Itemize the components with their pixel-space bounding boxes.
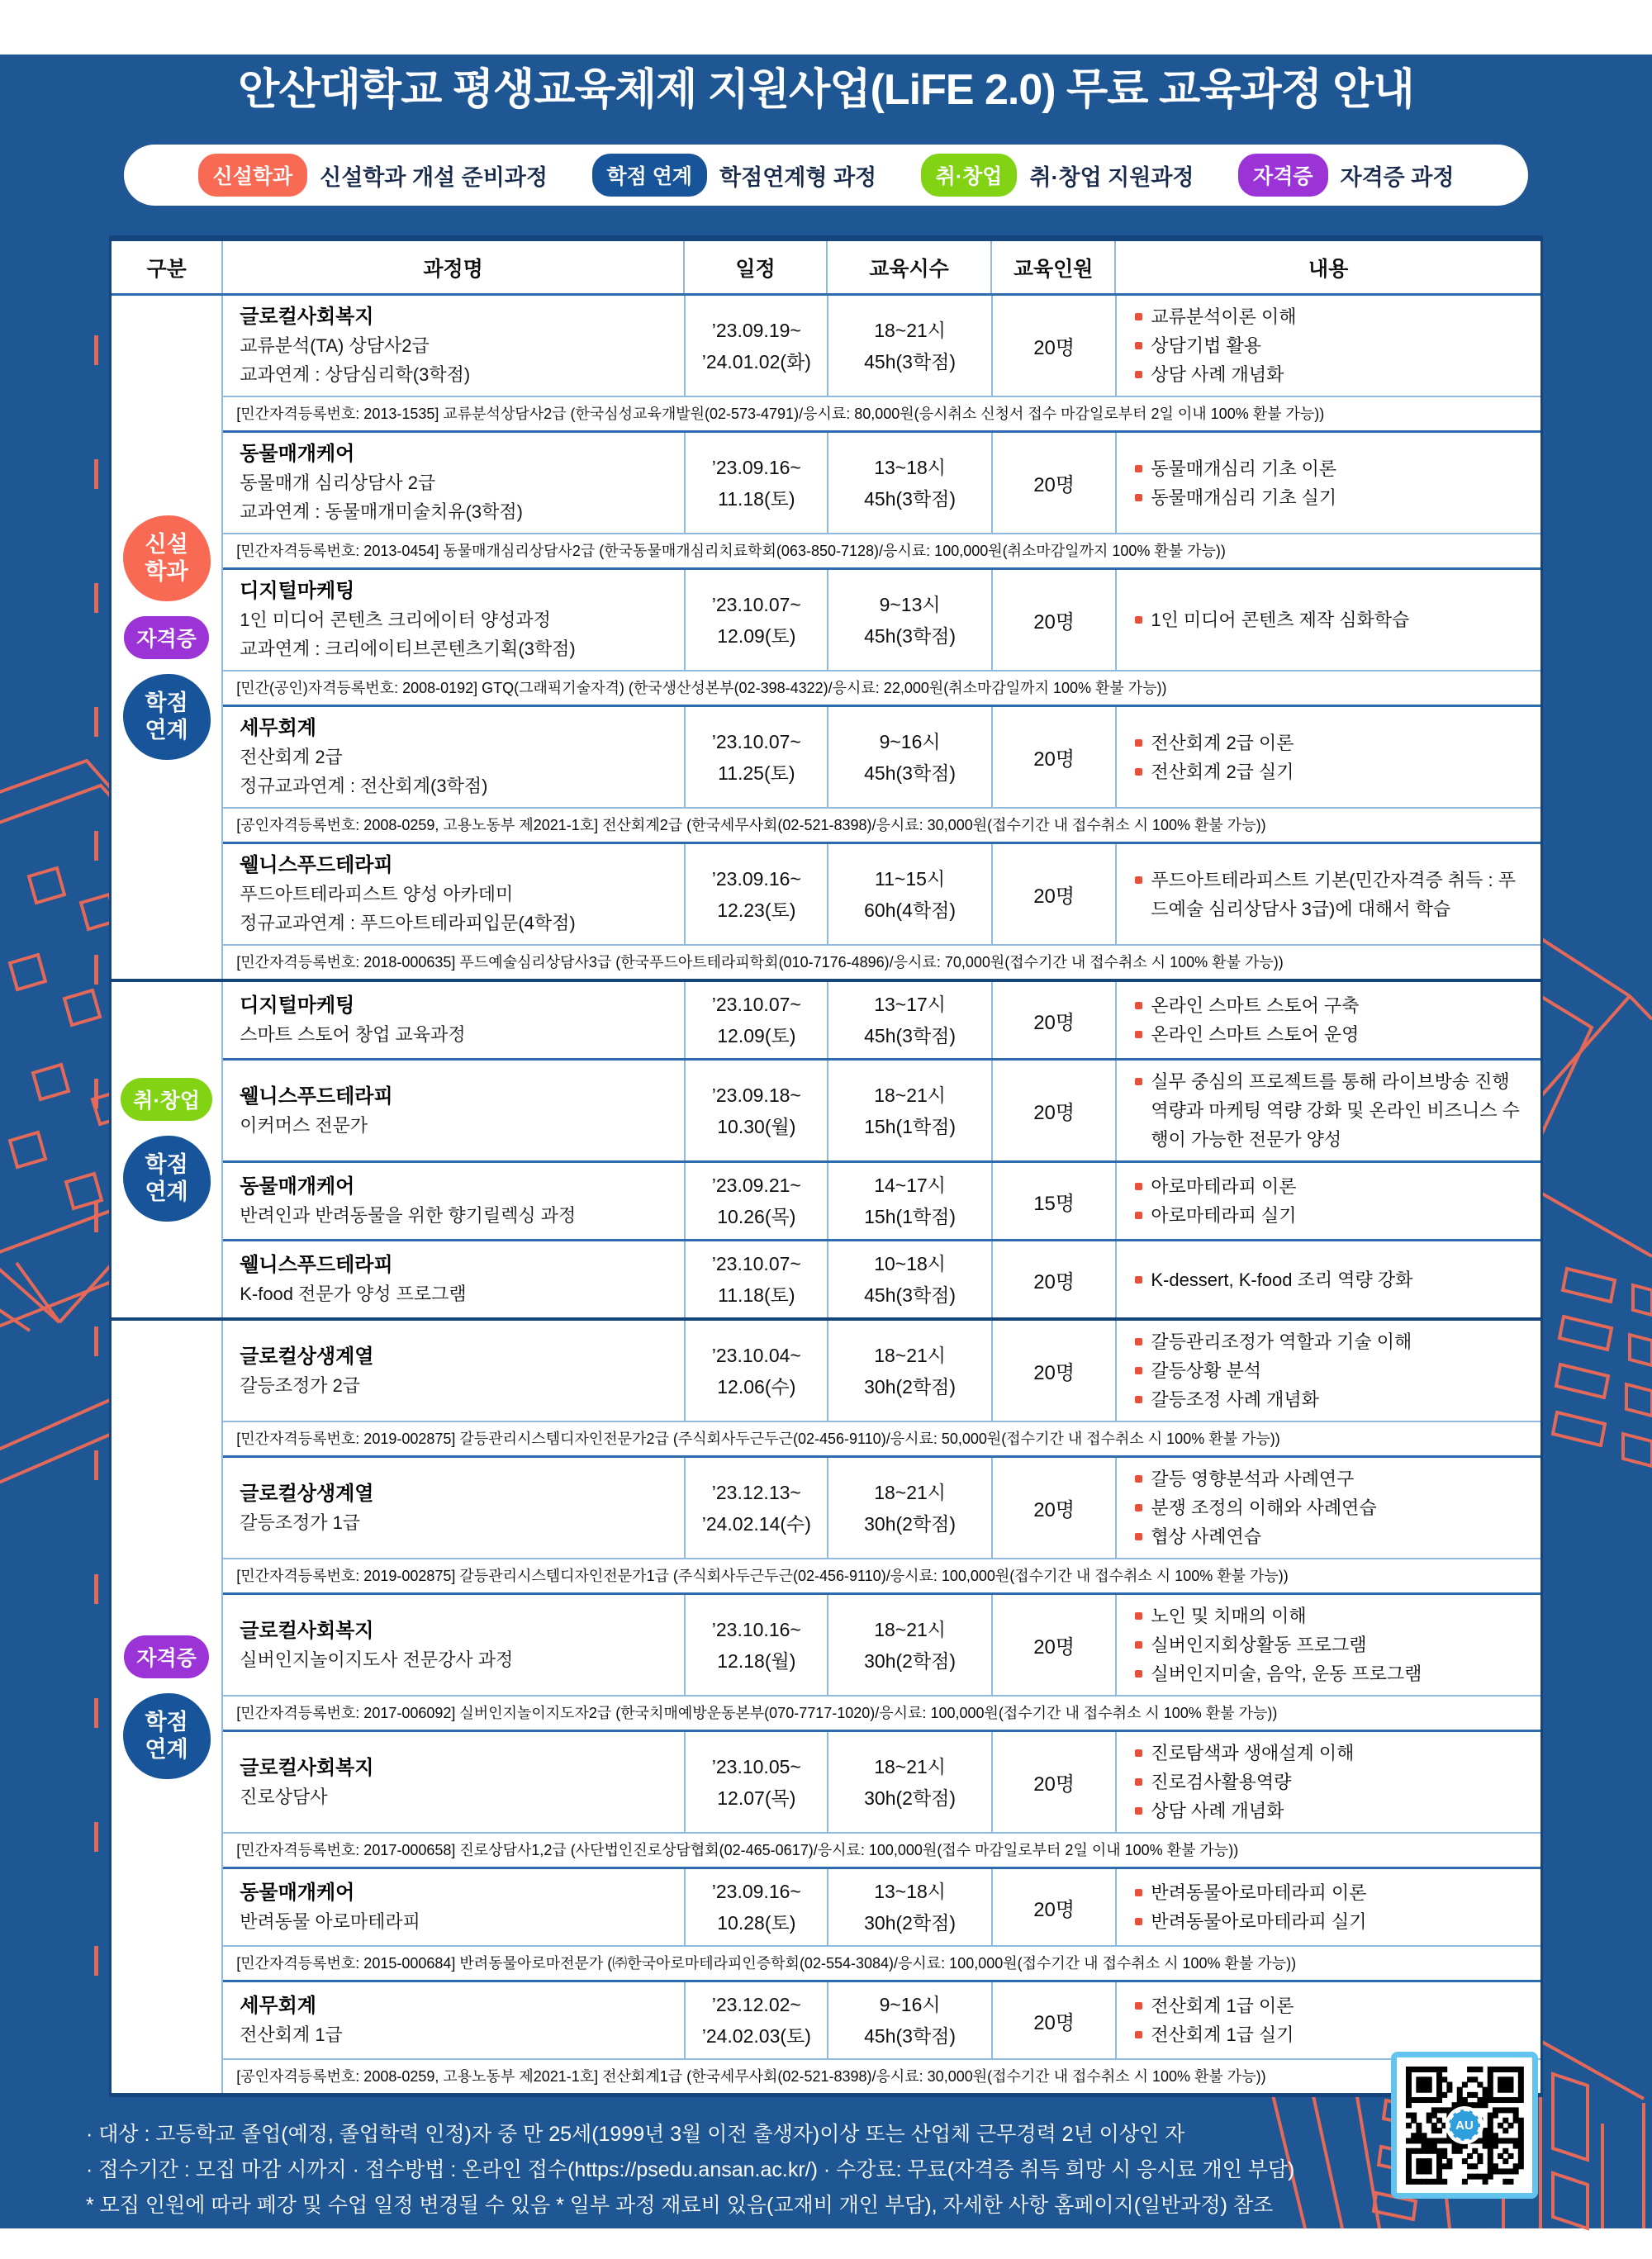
capacity-cell: 15명: [991, 1163, 1115, 1239]
schedule-cell: ’23.12.02~ ’24.02.03(토): [684, 1982, 827, 2058]
content-bullet: 온라인 스마트 스토어 구축: [1135, 991, 1359, 1020]
bullet-dot: [1135, 1276, 1142, 1284]
content-bullet: 반려동물아로마테라피 이론: [1135, 1878, 1366, 1907]
course-title: 웰니스푸드테라피: [240, 1084, 393, 1108]
certification-note-row: [민간자격등록번호: 2013-1535] 교류분석상담사2급 (한국심성교육개발원(02-573-4791)/응시료: 80,000원(응시취소 신청서 접수 마감일로부터 2일 이내 100% 환불 가능)): [223, 396, 1540, 430]
course-row: [223, 1058, 1540, 1160]
certification-note-row: [공인자격등록번호: 2008-0259, 고용노동부 제2021-1호] 전산회계1급 (한국세무사회(02-521-8398)/응시료: 30,000원(접수기간 내 접수취소 시 100% 환불 가능)): [223, 2058, 1540, 2093]
course-title: 웰니스푸드테라피: [240, 1254, 393, 1276]
legend-label: 신설학과 개설 준비과정: [320, 164, 548, 190]
category-badge: 자격증: [124, 616, 208, 659]
legend-item: [592, 154, 877, 197]
certification-note-row: [민간자격등록번호: 2017-000658] 진로상담사1,2급 (사단법인진로상담협회(02-465-0617)/응시료: 100,000원(접수 마감일로부터 2일 이내 100% 환불 가능)): [223, 1832, 1540, 1867]
bullet-dot: [1135, 739, 1142, 747]
legend-badge: 취·창업: [921, 154, 1018, 197]
content-cell: [1115, 1163, 1540, 1239]
schedule-cell: ’23.09.16~ 10.28(토): [684, 1869, 827, 1945]
content-cell: [1115, 570, 1540, 670]
content-bullet: 진로탐색과 생애설계 이해: [1135, 1739, 1354, 1768]
course-name-cell: [223, 1982, 684, 2058]
footer-line: · 과정문의 : 안산대학교 평생교육원 031)400-7094~6 / 경기도 안산시 상록구 안산대학로 155 안산대학교 [지하철 4호선 상록수(안산대학교)역]: [86, 2229, 1351, 2252]
column-header: 내용: [1114, 241, 1540, 293]
course-name-cell: [223, 1869, 684, 1945]
qr-code: [1391, 2052, 1538, 2199]
course-title: 글로컬사회복지: [240, 306, 374, 328]
legend-label: 학점연계형 과정: [719, 164, 877, 190]
content-cell: [1115, 1595, 1540, 1695]
course-subtitle: 반려인과 반려동물을 위한 향기릴렉싱 과정: [240, 1205, 577, 1226]
bullet-dot: [1135, 1078, 1142, 1085]
schedule-cell: ’23.10.07~ 12.09(토): [684, 570, 827, 670]
capacity-cell: 20명: [991, 433, 1115, 533]
content-bullet: 전산회계 2급 실기: [1135, 757, 1294, 786]
course-name-cell: [223, 1321, 684, 1421]
footer-info: [86, 2117, 1351, 2259]
table-section: [112, 979, 1540, 1317]
capacity-cell: 20명: [991, 1595, 1115, 1695]
gubun-cell: [112, 982, 221, 1317]
capacity-cell: 20명: [991, 844, 1115, 944]
schedule-cell: ’23.12.13~ ’24.02.14(수): [684, 1458, 827, 1558]
course-subtitle: 교과연계 : 상담심리학(3학점): [240, 364, 471, 385]
bullet-dot: [1135, 1338, 1142, 1345]
bullet-dot: [1135, 1504, 1142, 1512]
certification-note-row: [공인자격등록번호: 2008-0259, 고용노동부 제2021-1호] 전산회계2급 (한국세무사회(02-521-8398)/응시료: 30,000원(접수기간 내 접수취소 시 100% 환불 가능)): [223, 807, 1540, 842]
legend-item: [198, 154, 548, 197]
content-bullet: 온라인 스마트 스토어 운영: [1135, 1020, 1359, 1049]
course-subtitle: 1인 미디어 콘텐츠 크리에이터 양성과정: [240, 610, 551, 630]
content-cell: [1115, 296, 1540, 396]
content-cell: [1115, 433, 1540, 533]
bullet-dot: [1135, 342, 1142, 349]
schedule-cell: ’23.09.19~ ’24.01.02(화): [684, 296, 827, 396]
certification-note-row: [민간(공인)자격등록번호: 2008-0192] GTQ(그래픽기술자격) (한국생산성본부(02-398-4322)/응시료: 22,000원(취소마감일까지 100% 환불 가능)): [223, 670, 1540, 705]
category-badge: 학점 연계: [123, 1136, 211, 1222]
content-bullet: 전산회계 1급 이론: [1135, 1991, 1294, 2020]
bullet-dot: [1135, 876, 1142, 884]
legend-badge: 학점 연계: [592, 154, 708, 197]
content-bullet: 갈등관리조정가 역할과 기술 이해: [1135, 1327, 1412, 1356]
hours-cell: 13~18시 30h(2학점): [827, 1869, 991, 1945]
category-badge: 신설 학과: [123, 515, 211, 601]
content-bullet: 갈등조정 사례 개념화: [1135, 1385, 1319, 1414]
content-cell: [1115, 1458, 1540, 1558]
schedule-cell: ’23.09.16~ 11.18(토): [684, 433, 827, 533]
course-name-cell: [223, 1595, 684, 1695]
hours-cell: 9~16시 45h(3학점): [827, 1982, 991, 2058]
building-artwork-left: [0, 752, 117, 1521]
bullet-dot: [1135, 1396, 1142, 1403]
content-bullet: 상담 사례 개념화: [1135, 360, 1284, 389]
schedule-cell: ’23.10.04~ 12.06(수): [684, 1321, 827, 1421]
content-bullet: 실버인지회상활동 프로그램: [1135, 1630, 1366, 1659]
legend-bar: [124, 145, 1528, 206]
content-bullet: 실버인지미술, 음악, 운동 프로그램: [1135, 1659, 1422, 1688]
course-row: [223, 842, 1540, 944]
schedule-cell: ’23.09.16~ 12.23(토): [684, 844, 827, 944]
course-table: [109, 235, 1543, 2097]
schedule-cell: ’23.10.16~ 12.18(월): [684, 1595, 827, 1695]
hours-cell: 13~18시 45h(3학점): [827, 433, 991, 533]
course-name-cell: [223, 707, 684, 807]
hours-cell: 18~21시 30h(2학점): [827, 1321, 991, 1421]
bullet-dot: [1135, 371, 1142, 378]
hours-cell: 10~18시 45h(3학점): [827, 1241, 991, 1317]
content-bullet: 반려동물아로마테라피 실기: [1135, 1907, 1366, 1936]
footer-line: * 모집 인원에 따라 폐강 및 수업 일정 변경될 수 있음 * 일부 과정 재료비 있음(교재비 개인 부담), 자세한 사항 홈페이지(일반과정) 참조: [86, 2194, 1274, 2217]
course-row: [223, 1321, 1540, 1421]
content-bullet: 상담 사례 개념화: [1135, 1796, 1284, 1825]
footer-line: · 접수기간 : 모집 마감 시까지 · 접수방법 : 온라인 접수(https://psedu.ansan.ac.kr/) · 수강료: 무료(자격증 취득 희망 시 응시료 개인 부담): [86, 2158, 1295, 2181]
bullet-dot: [1135, 313, 1142, 320]
category-badge: 취·창업: [121, 1078, 212, 1121]
content-bullet: 1인 미디어 콘텐츠 제작 심화학습: [1135, 605, 1409, 634]
content-bullet: 아로마테라피 이론: [1135, 1172, 1296, 1201]
bullet-dot: [1135, 494, 1142, 501]
course-title: 웰니스푸드테라피: [240, 854, 393, 876]
table-section: [112, 1317, 1540, 2093]
content-cell: [1115, 1982, 1540, 2058]
course-subtitle: 갈등조정가 2급: [240, 1374, 361, 1396]
gubun-cell: [112, 1321, 221, 2093]
capacity-cell: 20명: [991, 570, 1115, 670]
hours-cell: 13~17시 45h(3학점): [827, 982, 991, 1058]
bullet-dot: [1135, 465, 1142, 472]
certification-note-row: [민간자격등록번호: 2015-000684] 반려동물아로마전문가 (㈜한국아로마테라피인증학회(02-554-3084)/응시료: 100,000원(접수기간 내 접수취소 시 100% 환불 가능)): [223, 1945, 1540, 1980]
course-row: [223, 567, 1540, 670]
bullet-dot: [1135, 1367, 1142, 1374]
content-bullet: 실무 중심의 프로젝트를 통해 라이브방송 진행 역량과 마케팅 역량 강화 및 온라인 비즈니스 수행이 가능한 전문가 양성: [1135, 1067, 1532, 1154]
content-bullet: 동물매개심리 기초 이론: [1135, 454, 1336, 483]
course-name-cell: [223, 570, 684, 670]
hours-cell: 9~13시 45h(3학점): [827, 570, 991, 670]
page-title: 안산대학교 평생교육체제 지원사업(LiFE 2.0) 무료 교육과정 안내: [238, 66, 1414, 114]
bullet-dot: [1135, 1749, 1142, 1757]
course-subtitle: 푸드아트테라피스트 양성 아카데미: [240, 884, 514, 904]
content-cell: [1115, 1732, 1540, 1832]
course-name-cell: [223, 1732, 684, 1832]
content-bullet: 분쟁 조정의 이해와 사례연습: [1135, 1493, 1376, 1522]
course-title: 글로컬상생계열: [240, 1345, 374, 1368]
course-row: [223, 1592, 1540, 1695]
capacity-cell: 20명: [991, 982, 1115, 1058]
poster-root: [0, 55, 1652, 2252]
legend-badge: 신설학과: [198, 154, 308, 197]
schedule-cell: ’23.10.07~ 11.18(토): [684, 1241, 827, 1317]
column-header: 교육시수: [826, 241, 990, 293]
bullet-dot: [1135, 1002, 1142, 1009]
gubun-cell: [112, 296, 221, 979]
course-subtitle: K-food 전문가 양성 프로그램: [240, 1284, 467, 1304]
course-subtitle: 교과연계 : 동물매개미술치유(3학점): [240, 501, 523, 522]
hours-cell: 18~21시 30h(2학점): [827, 1732, 991, 1832]
content-cell: [1115, 1241, 1540, 1317]
course-title: 글로컬사회복지: [240, 1619, 374, 1642]
content-bullet: 갈등 영향분석과 사례연구: [1135, 1464, 1354, 1493]
schedule-cell: ’23.10.07~ 12.09(토): [684, 982, 827, 1058]
schedule-cell: ’23.10.05~ 12.07(목): [684, 1732, 827, 1832]
bullet-dot: [1135, 2031, 1142, 2038]
course-title: 디지털마케팅: [240, 580, 355, 602]
course-name-cell: [223, 1061, 684, 1160]
hours-cell: 14~17시 15h(1학점): [827, 1163, 991, 1239]
hours-cell: 11~15시 60h(4학점): [827, 844, 991, 944]
capacity-cell: 20명: [991, 1321, 1115, 1421]
course-row: [223, 1239, 1540, 1317]
bullet-dot: [1135, 1641, 1142, 1649]
content-bullet: 전산회계 2급 이론: [1135, 728, 1294, 757]
course-title: 세무회계: [240, 1995, 316, 2017]
certification-note-row: [민간자격등록번호: 2019-002875] 갈등관리시스템디자인전문가1급 (주식회사두근두근(02-456-9110)/응시료: 100,000원(접수기간 내 접수취소 시 100% 환불 가능)): [223, 1558, 1540, 1592]
course-subtitle: 진로상담사: [240, 1786, 328, 1807]
course-name-cell: [223, 1163, 684, 1239]
section-rows: [221, 1321, 1540, 2093]
capacity-cell: 20명: [991, 1732, 1115, 1832]
building-artwork-right: [1540, 839, 1652, 1475]
bullet-dot: [1135, 1889, 1142, 1896]
bullet-dot: [1135, 1183, 1142, 1190]
course-subtitle: 갈등조정가 1급: [240, 1512, 361, 1533]
course-row: [223, 430, 1540, 533]
legend-item: [1238, 154, 1454, 197]
course-subtitle: 정규교과연계 : 전산회계(3학점): [240, 776, 488, 796]
content-bullet: 협상 사례연습: [1135, 1522, 1261, 1551]
content-cell: [1115, 1869, 1540, 1945]
course-name-cell: [223, 433, 684, 533]
certification-note-row: [민간자격등록번호: 2019-002875] 갈등관리시스템디자인전문가2급 (주식회사두근두근(02-456-9110)/응시료: 50,000원(접수기간 내 접수취소 시 100% 환불 가능)): [223, 1421, 1540, 1455]
dashed-line-decoration: [94, 335, 98, 2062]
table-header-row: [112, 241, 1540, 296]
bullet-dot: [1135, 1475, 1142, 1483]
capacity-cell: 20명: [991, 296, 1115, 396]
course-title: 동물매개케어: [240, 1882, 355, 1904]
course-subtitle: 정규교과연계 : 푸드아트테라피입문(4학점): [240, 913, 576, 933]
certification-note-row: [민간자격등록번호: 2017-006092] 실버인지놀이지도자2급 (한국치매예방운동본부(070-7717-1020)/응시료: 100,000원(접수기간 내 접수취소 시 100% 환불 가능)): [223, 1695, 1540, 1730]
content-bullet: 교류분석이론 이해: [1135, 302, 1296, 331]
course-row: [223, 1730, 1540, 1832]
section-rows: [221, 296, 1540, 979]
bullet-dot: [1135, 1031, 1142, 1038]
course-subtitle: 실버인지놀이지도사 전문강사 과정: [240, 1649, 514, 1670]
hours-cell: 18~21시 30h(2학점): [827, 1595, 991, 1695]
capacity-cell: 20명: [991, 1241, 1115, 1317]
course-subtitle: 스마트 스토어 창업 교육과정: [240, 1024, 466, 1045]
qr-center-logo: [1446, 2106, 1483, 2144]
course-subtitle: 이커머스 전문가: [240, 1114, 368, 1136]
bullet-dot: [1135, 616, 1142, 624]
hours-cell: 18~21시 15h(1학점): [827, 1061, 991, 1160]
bullet-dot: [1135, 1533, 1142, 1540]
content-bullet: 상담기법 활용: [1135, 331, 1261, 360]
course-name-cell: [223, 982, 684, 1058]
capacity-cell: 20명: [991, 1869, 1115, 1945]
capacity-cell: 20명: [991, 707, 1115, 807]
course-title: 세무회계: [240, 717, 316, 739]
schedule-cell: ’23.10.07~ 11.25(토): [684, 707, 827, 807]
capacity-cell: 20명: [991, 1061, 1115, 1160]
certification-note-row: [민간자격등록번호: 2013-0454] 동물매개심리상담사2급 (한국동물매개심리치료학회(063-850-7128)/응시료: 100,000원(취소마감일까지 100% 환불 가능)): [223, 533, 1540, 567]
schedule-cell: ’23.09.21~ 10.26(목): [684, 1163, 827, 1239]
course-subtitle: 교류분석(TA) 상담사2급: [240, 335, 430, 356]
course-title: 글로컬사회복지: [240, 1756, 374, 1779]
column-header: 과정명: [221, 241, 683, 293]
hours-cell: 18~21시 45h(3학점): [827, 296, 991, 396]
content-cell: [1115, 1061, 1540, 1160]
bullet-dot: [1135, 768, 1142, 776]
content-cell: [1115, 844, 1540, 944]
capacity-cell: 20명: [991, 1458, 1115, 1558]
course-row: [223, 705, 1540, 807]
content-bullet: 노인 및 치매의 이해: [1135, 1602, 1306, 1630]
content-bullet: 진로검사활용역량: [1135, 1768, 1291, 1796]
legend-label: 자격증 과정: [1340, 164, 1455, 190]
content-bullet: 갈등상황 분석: [1135, 1356, 1261, 1385]
schedule-cell: ’23.09.18~ 10.30(월): [684, 1061, 827, 1160]
course-row: [223, 1980, 1540, 2058]
capacity-cell: 20명: [991, 1982, 1115, 2058]
course-row: [223, 1160, 1540, 1239]
footer-line: · 대상 : 고등학교 졸업(예정, 졸업학력 인정)자 중 만 25세(1999년 3월 이전 출생자)이상 또는 산업체 근무경력 2년 이상인 자: [86, 2123, 1185, 2146]
course-title: 동물매개케어: [240, 1175, 355, 1198]
hours-cell: 9~16시 45h(3학점): [827, 707, 991, 807]
column-header: 일정: [683, 241, 826, 293]
content-bullet: 푸드아트테라피스트 기본(민간자격증 취득 : 푸드예술 심리상담사 3급)에 대해서 학습: [1135, 866, 1532, 923]
course-title: 글로컬상생계열: [240, 1482, 374, 1505]
legend-item: [921, 154, 1194, 197]
course-subtitle: 반려동물 아로마테라피: [240, 1911, 420, 1932]
course-row: [223, 296, 1540, 396]
course-subtitle: 동물매개 심리상담사 2급: [240, 472, 436, 493]
column-header: 교육인원: [990, 241, 1115, 293]
course-subtitle: 전산회계 2급: [240, 747, 343, 767]
legend-label: 취·창업 지원과정: [1029, 164, 1194, 190]
bullet-dot: [1135, 1807, 1142, 1815]
content-bullet: 전산회계 1급 실기: [1135, 2020, 1294, 2049]
qr-logo-text: AU: [1449, 2110, 1480, 2141]
course-name-cell: [223, 1458, 684, 1558]
course-title: 디지털마케팅: [240, 994, 355, 1017]
bullet-dot: [1135, 1670, 1142, 1678]
section-rows: [221, 982, 1540, 1317]
hours-cell: 18~21시 30h(2학점): [827, 1458, 991, 1558]
course-name-cell: [223, 296, 684, 396]
bullet-dot: [1135, 1778, 1142, 1786]
course-row: [223, 982, 1540, 1058]
bullet-dot: [1135, 2002, 1142, 2010]
content-cell: [1115, 1321, 1540, 1421]
content-bullet: 동물매개심리 기초 실기: [1135, 483, 1336, 512]
table-section: [112, 296, 1540, 979]
certification-note-row: [민간자격등록번호: 2018-000635] 푸드예술심리상담사3급 (한국푸드아트테라피학회(010-7176-4896)/응시료: 70,000원(접수기간 내 접수취소 시 100% 환불 가능)): [223, 944, 1540, 979]
category-badge: 학점 연계: [123, 674, 211, 760]
content-bullet: K-dessert, K-food 조리 역량 강화: [1135, 1265, 1412, 1294]
content-cell: [1115, 707, 1540, 807]
course-name-cell: [223, 1241, 684, 1317]
bullet-dot: [1135, 1612, 1142, 1620]
course-subtitle: 전산회계 1급: [240, 2024, 343, 2045]
category-badge: 학점 연계: [123, 1693, 211, 1779]
course-subtitle: 교과연계 : 크리에이티브콘텐츠기획(3학점): [240, 638, 576, 659]
content-bullet: 아로마테라피 실기: [1135, 1201, 1296, 1230]
course-row: [223, 1867, 1540, 1945]
column-header: 구분: [146, 258, 187, 281]
course-row: [223, 1455, 1540, 1558]
course-name-cell: [223, 844, 684, 944]
category-badge: 자격증: [124, 1635, 208, 1678]
course-title: 동물매개케어: [240, 443, 355, 465]
bullet-dot: [1135, 1918, 1142, 1925]
legend-badge: 자격증: [1238, 154, 1327, 197]
content-cell: [1115, 982, 1540, 1058]
bullet-dot: [1135, 1212, 1142, 1219]
